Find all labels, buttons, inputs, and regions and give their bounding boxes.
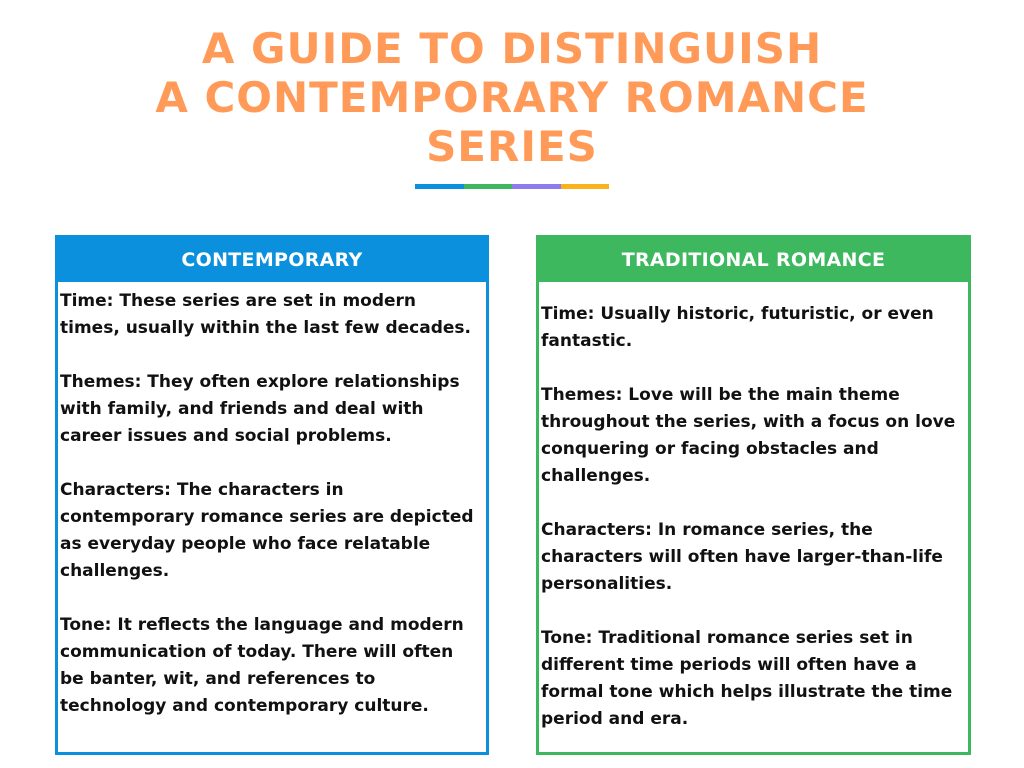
divider-segment-green — [464, 184, 513, 189]
traditional-tone-text: Tone: Traditional romance series set in different time periods will often have a formal tone which helps illustrate the time period and era. — [541, 628, 953, 729]
contemporary-card-body — [58, 282, 486, 720]
contemporary-characters-text: Characters: The characters in contemporary romance series are depicted as everyday people who face relatable challenges. — [60, 480, 474, 581]
divider-segment-blue — [415, 184, 464, 189]
traditional-romance-card — [536, 235, 971, 755]
traditional-romance-card-header: TRADITIONAL ROMANCE — [539, 238, 968, 282]
contemporary-time-text: Time: These series are set in modern times, usually within the last few decades. — [60, 291, 471, 338]
page-title — [0, 24, 1024, 171]
contemporary-tone-text: Tone: It reflects the language and modern communication of today. There will often be banter, wit, and references to technology and contemporary culture. — [60, 615, 464, 716]
title-line-1: A GUIDE TO DISTINGUISH — [201, 24, 823, 73]
title-line-2: A CONTEMPORARY ROMANCE — [155, 73, 869, 122]
contemporary-card-header: CONTEMPORARY — [58, 238, 486, 282]
traditional-romance-card-body — [539, 282, 968, 733]
color-divider — [415, 184, 609, 189]
title-line-3: SERIES — [426, 122, 598, 171]
divider-segment-purple — [512, 184, 561, 189]
contemporary-themes-text: Themes: They often explore relationships with family, and friends and deal with career issues and social problems. — [60, 372, 460, 446]
divider-segment-yellow — [561, 184, 610, 189]
traditional-time-text: Time: Usually historic, futuristic, or even fantastic. — [541, 304, 934, 351]
traditional-characters-text: Characters: In romance series, the characters will often have larger-than-life personalities. — [541, 520, 943, 594]
traditional-themes-text: Themes: Love will be the main theme throughout the series, with a focus on love conquering or facing obstacles and challenges. — [541, 385, 956, 486]
contemporary-card — [55, 235, 489, 755]
